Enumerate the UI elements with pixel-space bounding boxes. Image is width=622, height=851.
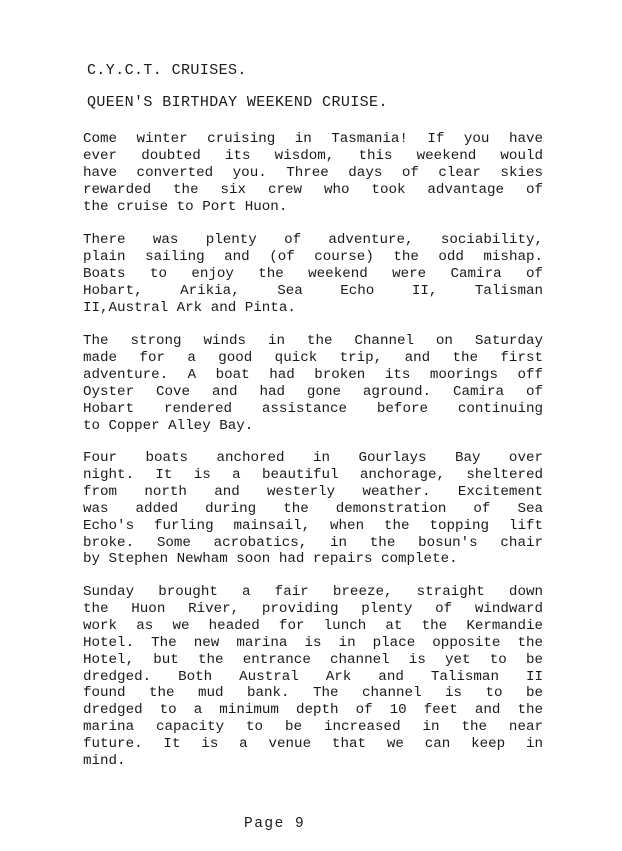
paragraph-boats xyxy=(83,232,543,317)
paragraph-line: Echo's furling mainsail, when the topping lift xyxy=(83,517,543,534)
paragraph-line: Hotel, but the entrance channel is yet to be xyxy=(83,651,543,668)
paragraph-line: from north and westerly weather. Excitement xyxy=(83,483,543,500)
paragraph-line: made for a good quick trip, and the first xyxy=(83,349,543,366)
page-number: Page 9 xyxy=(244,816,306,832)
paragraph-line: Four boats anchored in Gourlays Bay over xyxy=(83,450,543,466)
paragraph-saturday xyxy=(83,333,543,434)
paragraph-line: ever doubted its wisdom, this weekend would xyxy=(83,147,543,164)
paragraph-line: Boats to enjoy the weekend were Camira of xyxy=(83,265,543,282)
paragraph-line: dredged to a minimum depth of 10 feet and the xyxy=(83,702,543,719)
paragraph-line: adventure. A boat had broken its moorings off xyxy=(83,366,543,383)
paragraph-line: Hotel. The new marina is in place opposite the xyxy=(83,634,543,651)
paragraph-line: work as we headed for lunch at the Kermandie xyxy=(83,617,543,634)
paragraph-line: the cruise to Port Huon. xyxy=(83,198,288,215)
paragraph-intro xyxy=(83,131,543,216)
paragraph-line: by Stephen Newham soon had repairs complete. xyxy=(83,551,458,568)
paragraph-line: The strong winds in the Channel on Saturday xyxy=(83,333,543,349)
paragraph-line: marina capacity to be increased in the near xyxy=(83,719,543,736)
paragraph-line: Hobart rendered assistance before continuing xyxy=(83,400,543,417)
paragraph-gourlays-bay xyxy=(83,450,543,568)
paragraph-line: broke. Some acrobatics, in the bosun's chair xyxy=(83,534,543,551)
paragraph-line: Sunday brought a fair breeze, straight down xyxy=(83,584,543,600)
paragraph-line: found the mud bank. The channel is to be xyxy=(83,685,543,702)
paragraph-line: plain sailing and (of course) the odd mishap. xyxy=(83,248,543,265)
paragraph-line: Come winter cruising in Tasmania! If you have xyxy=(83,131,543,147)
document-subtitle: QUEEN'S BIRTHDAY WEEKEND CRUISE. xyxy=(87,94,388,111)
paragraph-line: was added during the demonstration of Sea xyxy=(83,500,543,517)
paragraph-line: night. It is a beautiful anchorage, sheltered xyxy=(83,466,543,483)
paragraph-line: future. It is a venue that we can keep in xyxy=(83,736,543,753)
paragraph-line: There was plenty of adventure, sociability, xyxy=(83,232,543,248)
paragraph-sunday xyxy=(83,584,543,770)
paragraph-line: II,Austral Ark and Pinta. xyxy=(83,299,296,316)
paragraph-line: Hobart, Arikia, Sea Echo II, Talisman xyxy=(83,282,543,299)
paragraph-line: to Copper Alley Bay. xyxy=(83,417,254,434)
paragraph-line: have converted you. Three days of clear skies xyxy=(83,164,543,181)
paragraph-line: dredged. Both Austral Ark and Talisman II xyxy=(83,668,543,685)
paragraph-line: Oyster Cove and had gone aground. Camira of xyxy=(83,383,543,400)
document-title: C.Y.C.T. CRUISES. xyxy=(87,62,247,79)
paragraph-line: the Huon River, providing plenty of windward xyxy=(83,600,543,617)
paragraph-line: mind. xyxy=(83,753,126,770)
paragraph-line: rewarded the six crew who took advantage of xyxy=(83,181,543,198)
